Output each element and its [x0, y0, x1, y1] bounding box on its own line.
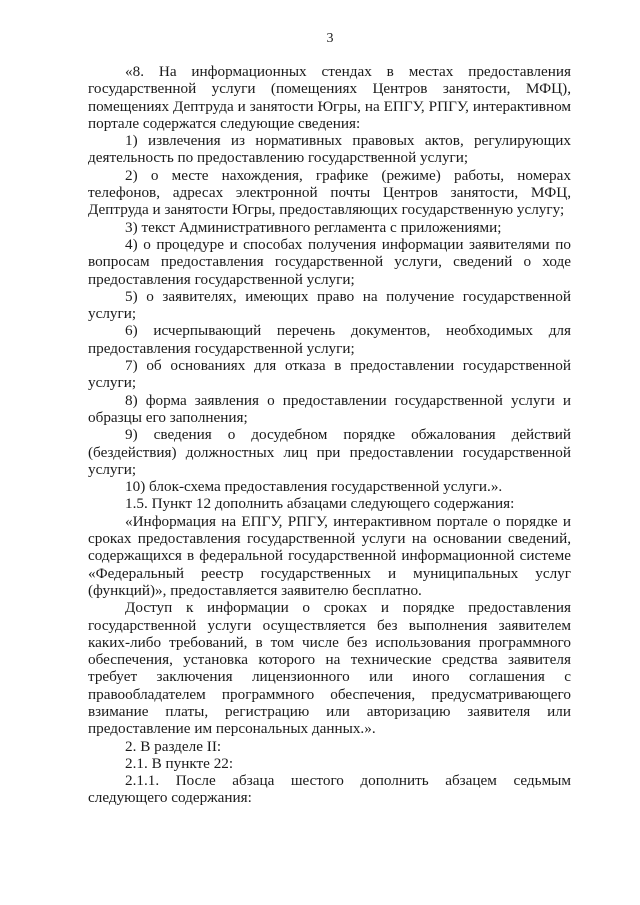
paragraph-section-2-1-1: 2.1.1. После абзаца шестого дополнить абзацем седьмым следующего содержания:: [88, 772, 571, 807]
paragraph-information-quote: «Информация на ЕПГУ, РПГУ, интерактивном портале о порядке и сроках предоставления государственной услуги на основании сведений, содержащихся в федеральной государственной информационной системе «Федеральный реестр государственных и муниципальных услуг (функций)», предоставляется заявителю бесплатно.: [88, 512, 571, 599]
list-item-5: 5) о заявителях, имеющих право на получение государственной услуги;: [88, 287, 571, 323]
list-item-6: 6) исчерпывающий перечень документов, необходимых для предоставления государственной услуги;: [88, 322, 571, 357]
list-item-4: 4) о процедуре и способах получения информации заявителями по вопросам предоставления государственной услуги, сведений о ходе предоставления государственной услуги;: [88, 235, 571, 288]
page-number: 3: [326, 31, 334, 46]
paragraph-section-2: 2. В разделе II:: [125, 737, 222, 755]
list-item-2: 2) о месте нахождения, графике (режиме) работы, номерах телефонов, адресах электронной почты Центров занятости, МФЦ, Дептруда и занятости Югры, предоставляющих государственную услугу;: [88, 166, 571, 219]
document-body: [88, 63, 571, 807]
paragraph-access-conditions: Доступ к информации о сроках и порядке предоставления государственной услуги осуществляется без выполнения заявителем каких-либо требований, в том числе без использования программного обеспечения, установка которого на технические средства заявителя требует заключения лицензионного или иного соглашения с правообладателем программного обеспечения, предусматривающего взимание платы, регистрацию или авторизацию заявителя или предоставление им персональных данных.».: [88, 599, 571, 738]
list-item-7: 7) об основаниях для отказа в предоставлении государственной услуги;: [88, 357, 571, 392]
list-item-9: 9) сведения о досудебном порядке обжалования действий (бездействия) должностных лиц при предоставлении государственной услуги;: [88, 426, 571, 478]
paragraph-section-2-1: 2.1. В пункте 22:: [125, 754, 234, 772]
list-item-1: 1) извлечения из нормативных правовых актов, регулирующих деятельность по предоставлению государственной услуги;: [88, 132, 571, 167]
list-item-10: 10) блок-схема предоставления государственной услуги.».: [125, 478, 503, 496]
paragraph-item-8-intro: «8. На информационных стендах в местах предоставления государственной услуги (помещениях Центров занятости, МФЦ), помещениях Дептруда и занятости Югры, на ЕПГУ, РПГУ, интерактивном портале содержатся следующие сведения:: [88, 63, 571, 132]
list-item-8: 8) форма заявления о предоставлении государственной услуги и образцы его заполнения;: [88, 391, 571, 426]
list-item-3: 3) текст Административного регламента с приложениями;: [125, 218, 502, 236]
paragraph-section-1-5: 1.5. Пункт 12 дополнить абзацами следующего содержания:: [125, 495, 515, 513]
